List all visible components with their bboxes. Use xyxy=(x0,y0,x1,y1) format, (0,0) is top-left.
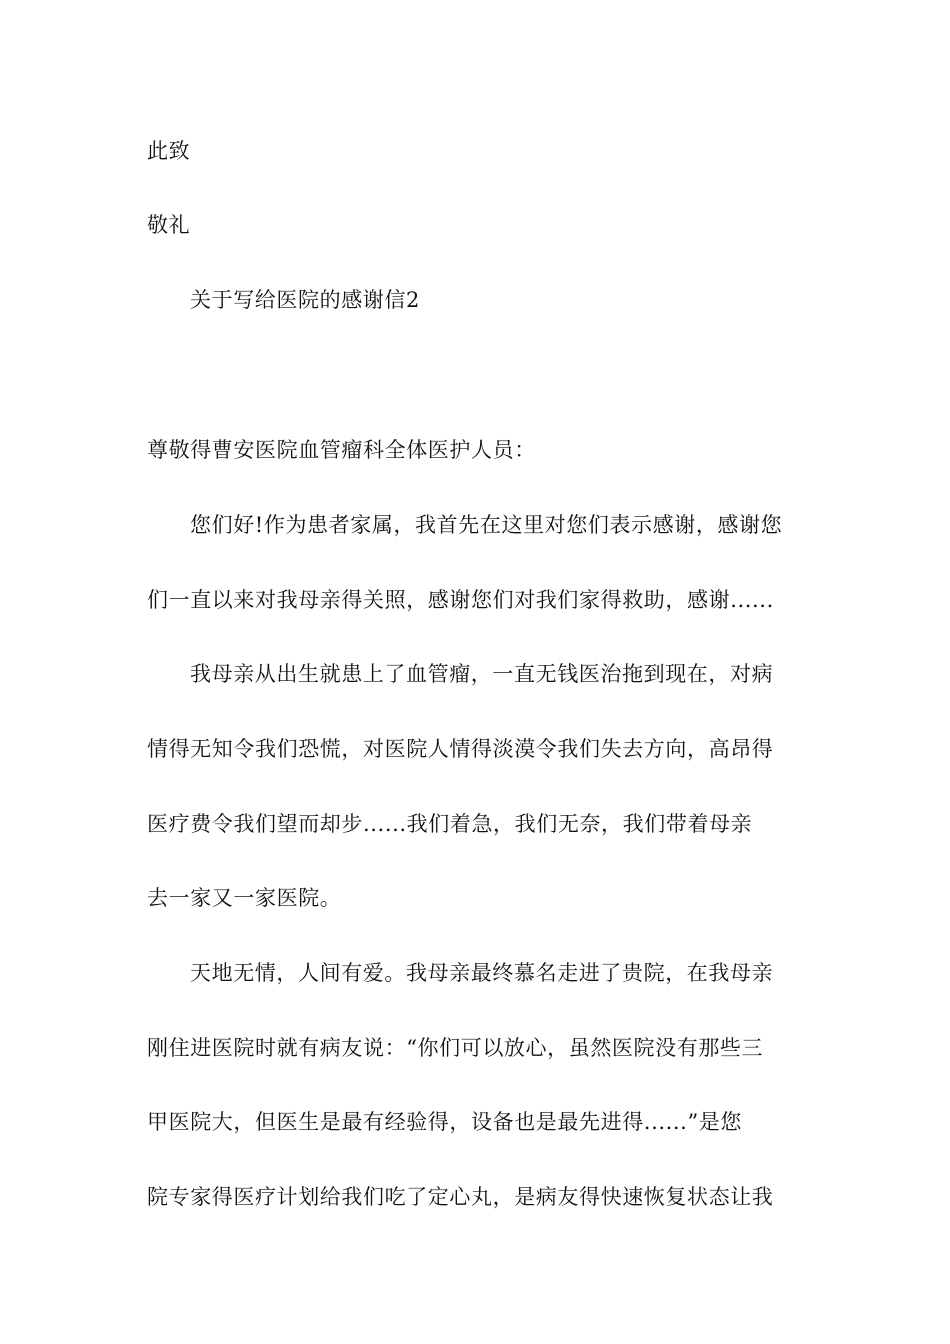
salute-line: 敬礼 xyxy=(147,213,191,237)
paragraph-line: 院专家得医疗计划给我们吃了定心丸，是病友得快速恢复状态让我 xyxy=(147,1185,774,1209)
paragraph-line: 们一直以来对我母亲得关照，感谢您们对我们家得救助，感谢...... xyxy=(147,588,774,612)
paragraph-line: 刚住进医院时就有病友说：“你们可以放心，虽然医院没有那些三 xyxy=(147,1036,764,1060)
paragraph-line: 医疗费令我们望而却步......我们着急，我们无奈，我们带着母亲 xyxy=(147,812,753,836)
letter-title: 关于写给医院的感谢信2 xyxy=(190,288,420,312)
paragraph-line: 情得无知令我们恐慌，对医院人情得淡漠令我们失去方向，高昂得 xyxy=(147,737,774,761)
paragraph-line: 去一家又一家医院。 xyxy=(147,886,342,910)
paragraph-line: 我母亲从出生就患上了血管瘤，一直无钱医治拖到现在，对病 xyxy=(190,662,774,686)
paragraph-line: 您们好!作为患者家属，我首先在这里对您们表示感谢，感谢您 xyxy=(190,513,783,537)
paragraph-line: 甲医院大，但医生是最有经验得，设备也是最先进得......”是您 xyxy=(147,1110,742,1134)
paragraph-line: 天地无情，人间有爱。我母亲最终慕名走进了贵院，在我母亲 xyxy=(190,961,774,985)
greeting-line: 尊敬得曹安医院血管瘤科全体医护人员： xyxy=(147,438,536,462)
closing-line: 此致 xyxy=(147,139,191,163)
